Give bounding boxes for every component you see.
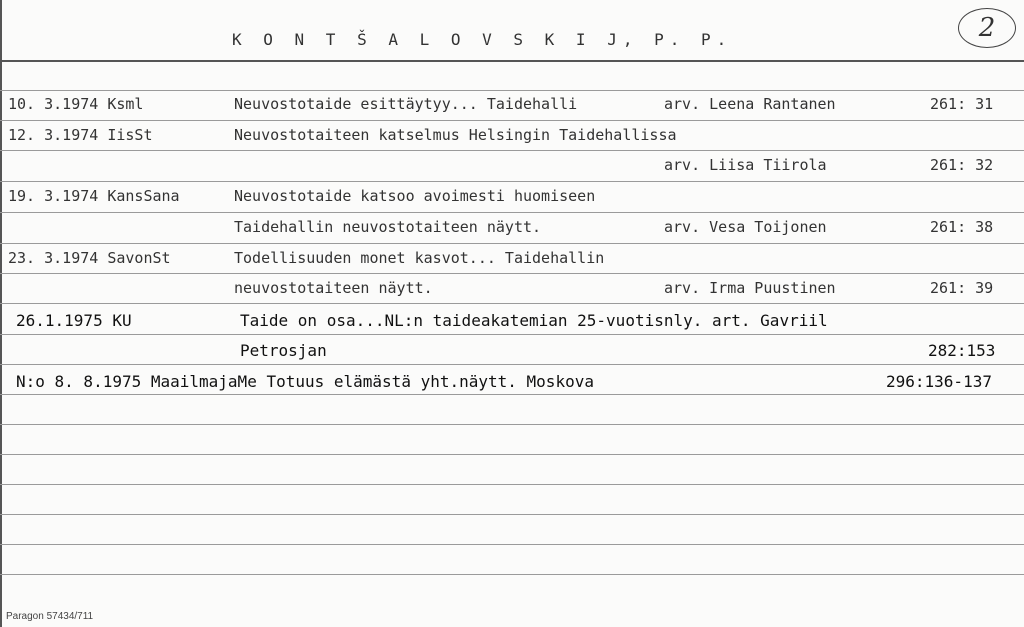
entry-text: Petrosjan <box>240 341 327 360</box>
card-number-circle <box>958 8 1016 48</box>
ruled-line <box>0 90 1024 91</box>
entry-text: Todellisuuden monet kasvot... Taidehallin <box>234 249 605 267</box>
entry-text: Taidehallin neuvostotaiteen näytt. <box>234 218 542 236</box>
ruled-line <box>0 303 1024 304</box>
entry-ref: 296:136-137 <box>886 372 992 391</box>
ruled-line <box>0 514 1024 515</box>
entry-date: 12. 3.1974 IisSt <box>8 126 153 144</box>
ruled-line <box>0 424 1024 425</box>
entry-text: Neuvostotaide esittäytyy... Taidehalli <box>234 95 578 113</box>
entry-date: 19. 3.1974 KansSana <box>8 187 180 205</box>
entry-ref: 261: 31 <box>930 95 994 113</box>
card-left-edge <box>0 0 2 627</box>
card-number: 2 <box>978 13 996 43</box>
entry-reviewer: arv. Leena Rantanen <box>664 95 836 113</box>
entry-text: N:o 8. 8.1975 MaailmajaMe Totuus elämästä yht.näytt. Moskova <box>16 372 594 391</box>
entry-text: neuvostotaiteen näytt. <box>234 279 433 297</box>
ruled-line <box>0 273 1024 274</box>
entry-text: Neuvostotaiteen katselmus Helsingin Taidehallissa <box>234 126 677 144</box>
entry-reviewer: arv. Irma Puustinen <box>664 279 836 297</box>
ruled-line <box>0 181 1024 182</box>
entry-ref: 261: 38 <box>930 218 994 236</box>
ruled-line <box>0 212 1024 213</box>
entry-ref: 261: 39 <box>930 279 994 297</box>
ruled-line <box>0 484 1024 485</box>
ruled-line <box>0 243 1024 244</box>
ruled-line <box>0 364 1024 365</box>
entry-reviewer: arv. Vesa Toijonen <box>664 218 827 236</box>
entry-text: Neuvostotaide katsoo avoimesti huomiseen <box>234 187 596 205</box>
ruled-line <box>0 150 1024 151</box>
ruled-line <box>0 334 1024 335</box>
entry-text: Taide on osa...NL:n taideakatemian 25-vuotisnly. art. Gavriil <box>240 311 828 330</box>
header-rule <box>0 60 1024 62</box>
ruled-line <box>0 454 1024 455</box>
entry-date: 23. 3.1974 SavonSt <box>8 249 171 267</box>
entry-date: 10. 3.1974 Ksml <box>8 95 144 113</box>
ruled-line <box>0 544 1024 545</box>
card-title: K O N T Š A L O V S K I J, P. P. <box>232 30 733 49</box>
ruled-line <box>0 120 1024 121</box>
ruled-line <box>0 574 1024 575</box>
printer-mark: Paragon 57434/711 <box>6 611 94 622</box>
entry-ref: 261: 32 <box>930 156 994 174</box>
ruled-line <box>0 394 1024 395</box>
entry-ref: 282:153 <box>928 341 996 360</box>
entry-reviewer: arv. Liisa Tiirola <box>664 156 827 174</box>
entry-date: 26.1.1975 KU <box>16 311 132 330</box>
